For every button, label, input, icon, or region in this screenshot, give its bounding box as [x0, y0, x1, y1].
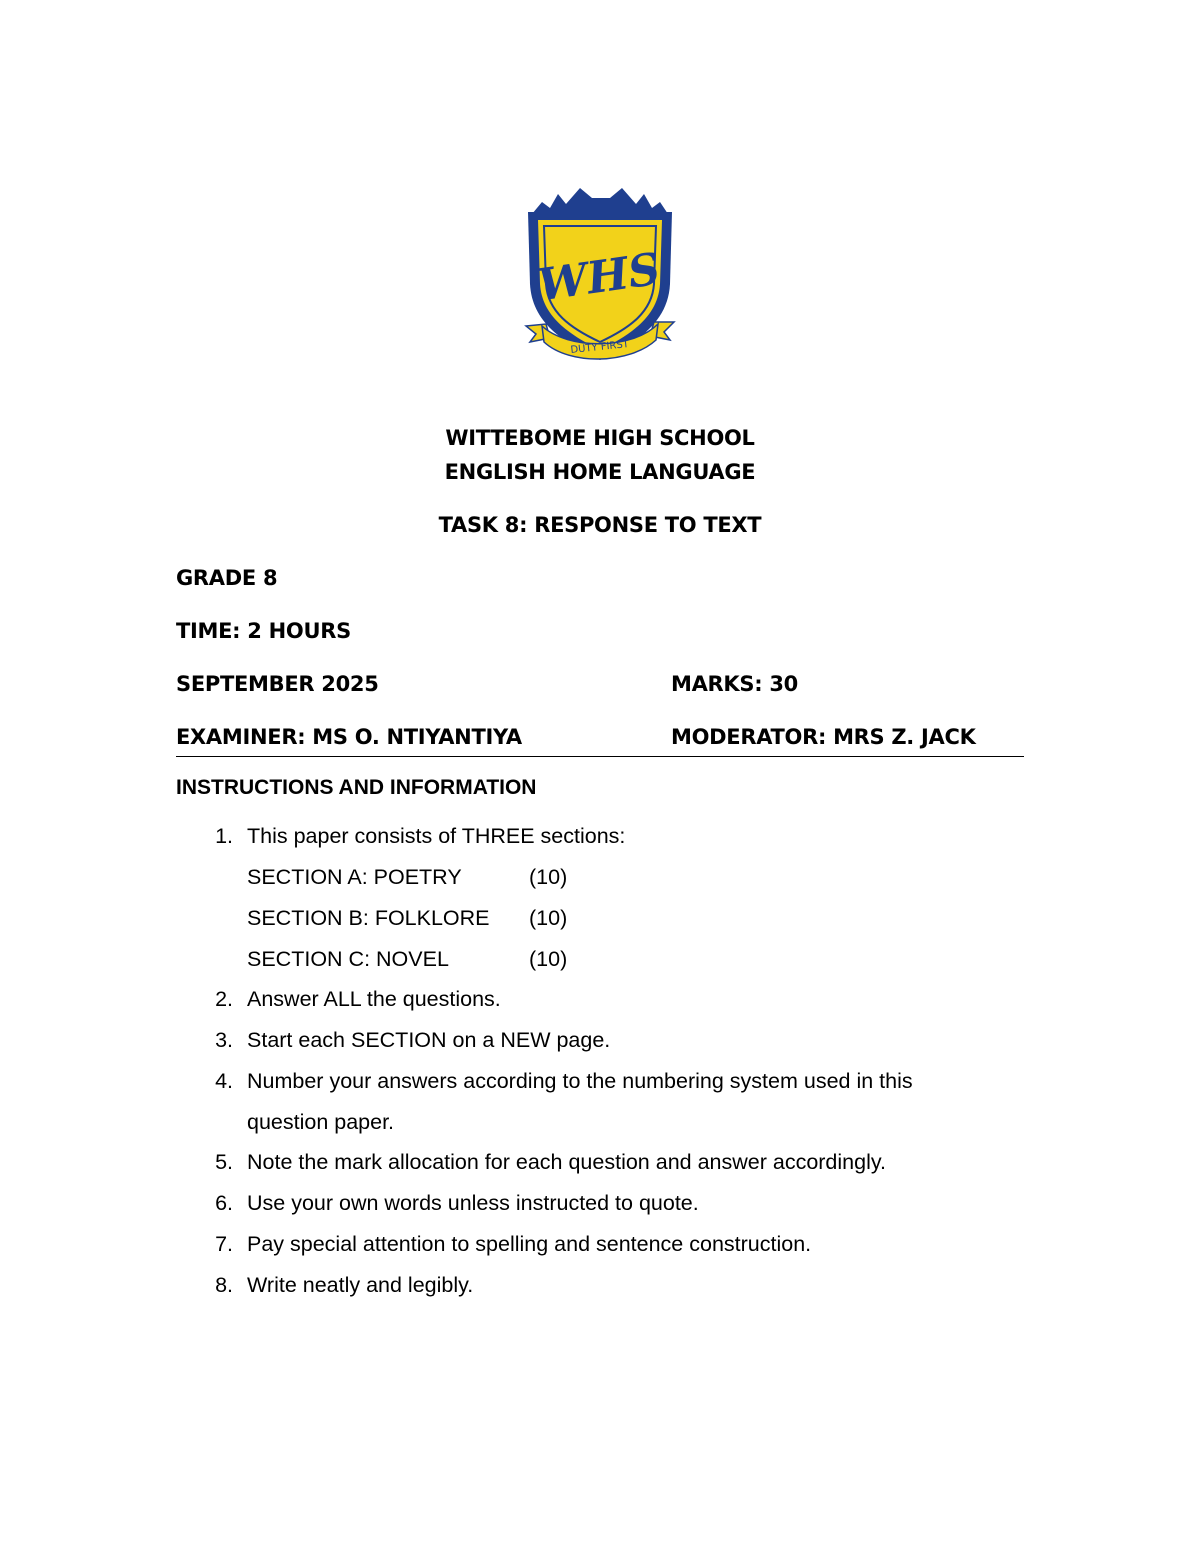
moderator-label: MODERATOR: MRS Z. JACK	[671, 725, 976, 749]
crest-monogram: WHS	[534, 243, 664, 312]
list-item-text-continued: question paper.	[247, 1110, 395, 1134]
crest-motto: DUTY FIRST	[570, 338, 630, 357]
section-c-marks: (10)	[529, 947, 568, 971]
instructions-heading: INSTRUCTIONS AND INFORMATION	[176, 776, 537, 799]
examiner-label: EXAMINER: MS O. NTIYANTIYA	[176, 725, 522, 749]
list-item-number: 7.	[215, 1232, 233, 1256]
marks-label: MARKS: 30	[671, 672, 798, 696]
section-a-name: SECTION A: POETRY	[247, 865, 462, 889]
list-item-number: 4.	[215, 1069, 233, 1093]
subject-title: ENGLISH HOME LANGUAGE	[444, 460, 756, 484]
section-b-name: SECTION B: FOLKLORE	[247, 906, 490, 930]
list-item-text: Answer ALL the questions.	[247, 987, 501, 1011]
list-item-text: Write neatly and legibly.	[247, 1273, 474, 1297]
list-item-number: 8.	[215, 1273, 233, 1297]
school-name: WITTEBOME HIGH SCHOOL	[445, 426, 755, 450]
list-item-text: Use your own words unless instructed to quote.	[247, 1191, 699, 1215]
school-crest-logo	[522, 184, 678, 370]
list-item-number: 2.	[215, 987, 233, 1011]
time-label: TIME: 2 HOURS	[176, 619, 351, 643]
section-a-marks: (10)	[529, 865, 568, 889]
grade-label: GRADE 8	[176, 566, 278, 590]
header-divider	[176, 756, 1024, 757]
list-item-number: 1.	[215, 824, 233, 848]
list-item-number: 3.	[215, 1028, 233, 1052]
section-b-marks: (10)	[529, 906, 568, 930]
list-item-text: This paper consists of THREE sections:	[247, 824, 626, 848]
list-item-number: 6.	[215, 1191, 233, 1215]
list-item-text: Pay special attention to spelling and sentence construction.	[247, 1232, 812, 1256]
list-item-text: Number your answers according to the numbering system used in this	[247, 1069, 913, 1093]
section-c-name: SECTION C: NOVEL	[247, 947, 449, 971]
list-item-text: Start each SECTION on a NEW page.	[247, 1028, 611, 1052]
crest-top-band	[532, 188, 668, 214]
task-title: TASK 8: RESPONSE TO TEXT	[438, 513, 762, 537]
list-item-text: Note the mark allocation for each question and answer accordingly.	[247, 1150, 886, 1174]
date-label: SEPTEMBER 2025	[176, 672, 379, 696]
list-item-number: 5.	[215, 1150, 233, 1174]
